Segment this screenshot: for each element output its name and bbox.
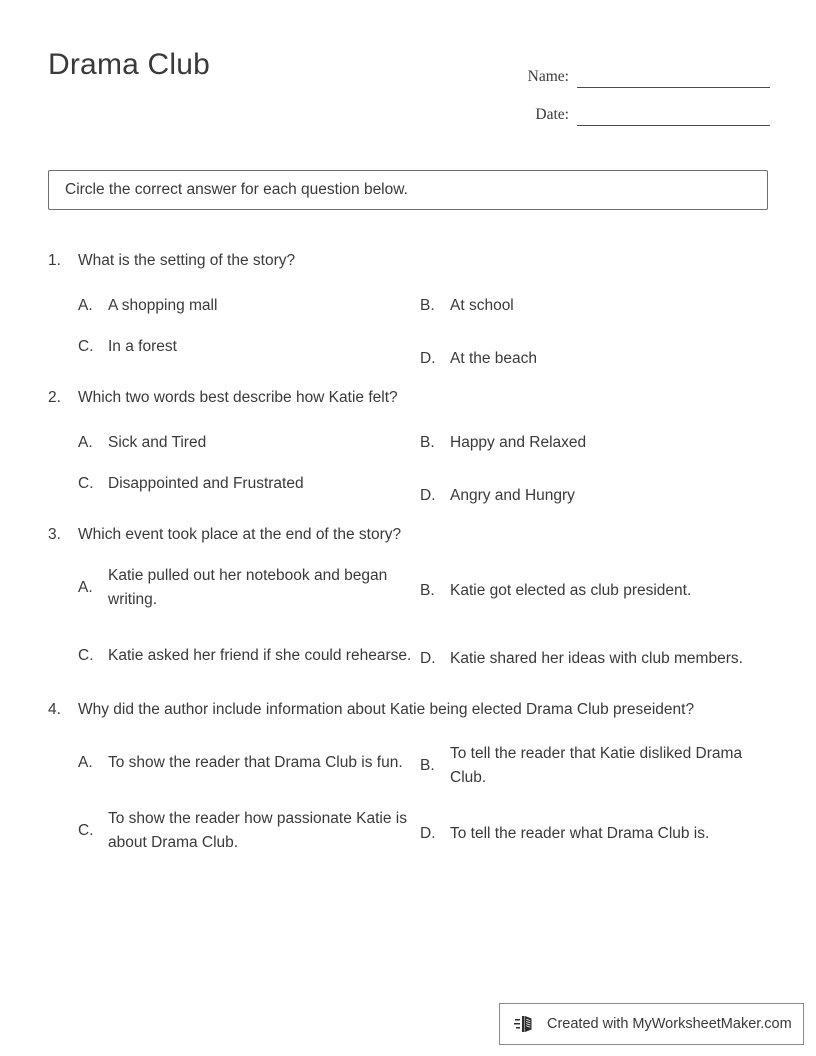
answer-option[interactable] [420,283,766,329]
question-block [0,385,816,512]
answer-option[interactable] [78,732,420,794]
question-block [0,697,816,862]
question-number: 2. [48,389,61,406]
question-block [0,248,816,375]
answer-text: To tell the reader that Katie disliked Drama Club. [450,745,743,786]
answer-text: To show the reader how passionate Katie is about Drama Club. [108,810,407,851]
question-text: Which two words best describe how Katie felt? [78,389,398,406]
footer-attribution-text: Created with MyWorksheetMaker.com [547,1016,792,1032]
answer-row [0,732,816,794]
answer-text: Katie pulled out her notebook and began writing. [108,567,388,608]
footer-attribution-badge[interactable] [499,1003,804,1045]
answer-letter: D. [420,650,436,667]
answer-text: A shopping mall [108,297,218,314]
name-input-line[interactable] [577,70,770,88]
question-text: Which event took place at the end of the story? [78,526,402,543]
answer-text: Katie asked her friend if she could rehearse. [108,647,412,664]
answer-text: To tell the reader what Drama Club is. [450,825,710,842]
answer-letter: B. [420,757,435,774]
worksheet-header [0,0,816,140]
answer-option[interactable] [78,466,420,512]
answer-letter: C. [78,822,94,839]
answer-row [0,557,816,619]
answer-option[interactable] [420,557,766,619]
answer-row [0,420,816,466]
instructions-box [48,170,768,210]
answer-text: Sick and Tired [108,434,207,451]
answer-text: At school [450,297,514,314]
date-label: Date: [535,106,569,123]
date-input-line[interactable] [577,108,770,126]
answer-letter: A. [78,297,93,314]
answer-row [0,800,816,862]
answer-option[interactable] [420,466,766,512]
answer-text: In a forest [108,338,177,355]
answer-letter: C. [78,475,94,492]
name-label: Name: [527,68,569,85]
answer-option[interactable] [78,420,420,466]
question-text: Why did the author include information about Katie being elected Drama Club preseident? [78,701,695,718]
answer-letter: D. [420,487,436,504]
answer-option[interactable] [420,800,766,862]
answer-letter: C. [78,338,94,355]
answer-row [0,329,816,375]
answer-letter: B. [420,434,435,451]
answer-text: At the beach [450,350,538,367]
questions-list [0,248,816,872]
answer-text: Katie got elected as club president. [450,582,692,599]
answer-row [0,466,816,512]
answer-text: Katie shared her ideas with club members. [450,650,743,667]
name-date-block [505,50,770,126]
question-number: 3. [48,526,61,543]
question-number: 1. [48,252,61,269]
answer-option[interactable] [78,329,420,375]
answer-letter: A. [78,579,93,596]
answer-text: To show the reader that Drama Club is fun. [108,754,403,771]
answer-option[interactable] [420,420,766,466]
answer-options [0,283,816,375]
instructions-text: Circle the correct answer for each question below. [65,181,408,198]
answer-options [0,420,816,512]
answer-letter: B. [420,297,435,314]
answer-letter: A. [78,754,93,771]
answer-row [0,283,816,329]
answer-letter: C. [78,647,94,664]
answer-letter: B. [420,582,435,599]
worksheet-maker-logo-icon [514,1012,538,1036]
answer-letter: D. [420,825,436,842]
answer-text: Disappointed and Frustrated [108,475,304,492]
answer-letter: A. [78,434,93,451]
answer-text: Happy and Relaxed [450,434,587,451]
answer-row [0,625,816,687]
answer-option[interactable] [78,283,420,329]
question-header [0,385,816,410]
date-field-row [505,88,770,126]
answer-options [0,557,816,687]
name-field-row [505,50,770,88]
answer-option[interactable] [420,732,766,794]
answer-option[interactable] [78,625,420,687]
answer-option[interactable] [420,329,766,375]
question-header [0,248,816,273]
question-header [0,522,816,547]
answer-option[interactable] [78,557,420,619]
question-block [0,522,816,687]
answer-option[interactable] [420,625,766,687]
answer-text: Angry and Hungry [450,487,575,504]
question-text: What is the setting of the story? [78,252,296,269]
answer-option[interactable] [78,800,420,862]
answer-options [0,732,816,862]
question-header [0,697,816,722]
answer-letter: D. [420,350,436,367]
question-number: 4. [48,701,61,718]
page-title: Drama Club [48,48,211,81]
